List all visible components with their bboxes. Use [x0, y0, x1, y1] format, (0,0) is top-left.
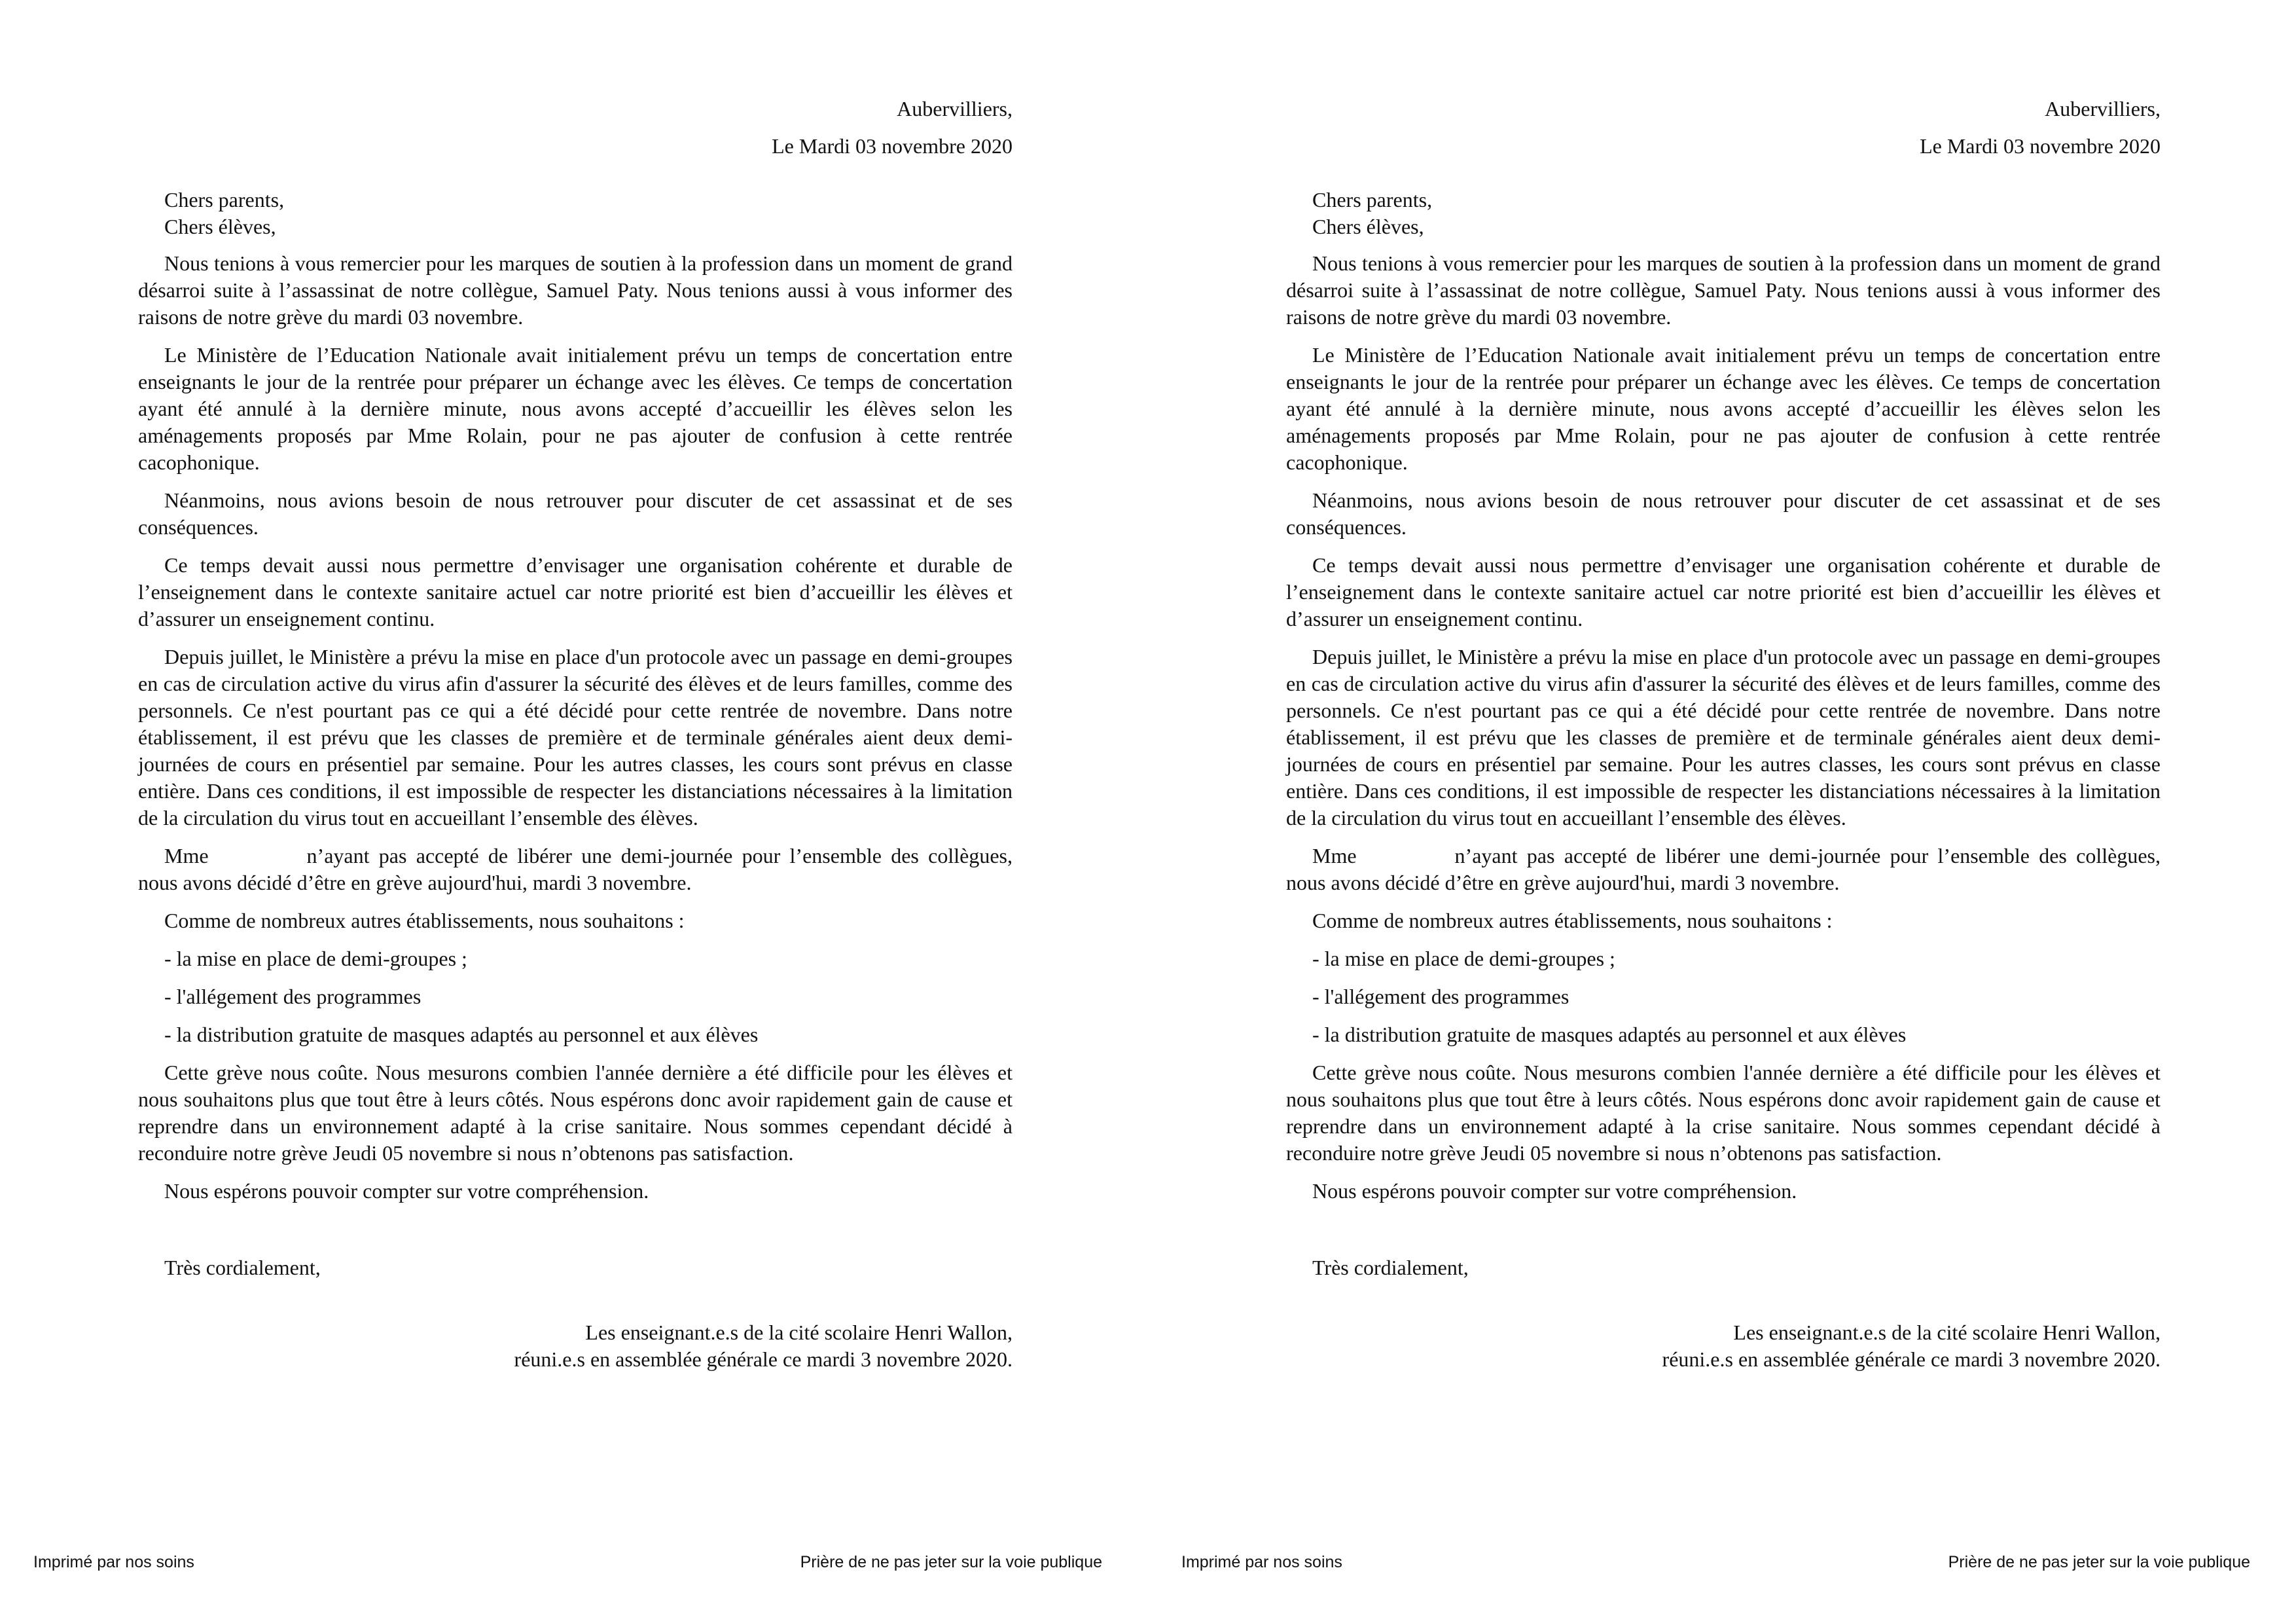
demand-item: - la mise en place de demi-groupes ; — [1312, 947, 1615, 970]
paragraph-discussion: Néanmoins, nous avions besoin de nous retrouver pour discuter de cet assassinat et de ses conséquences. — [1286, 488, 2161, 539]
demand-item: - la mise en place de demi-groupes ; — [164, 947, 467, 970]
letter-body — [138, 96, 1013, 1373]
footer-notice: Prière de ne pas jeter sur la voie publique — [800, 1553, 1102, 1571]
paragraph-cost: Cette grève nous coûte. Nous mesurons combien l'année dernière a été difficile pour les élèves et nous souhaitons plus que tout être à leurs côtés. Nous espérons donc avoir rapidement gain de cause et reprendre dans un environnement adapté à la crise sanitaire. Nous sommes cependant décidé à reconduire notre grève Jeudi 05 novembre si nous n’obtenons pas satisfaction. — [1286, 1061, 2161, 1165]
paragraph-discussion: Néanmoins, nous avions besoin de nous retrouver pour discuter de cet assassinat et de ses conséquences. — [138, 488, 1013, 539]
paragraph-thanks: Nous tenions à vous remercier pour les marques de soutien à la profession dans un moment de grand désarroi suite à l’assassinat de notre collègue, Samuel Paty. Nous tenions aussi à vous informer des raisons de notre grève du mardi 03 novembre. — [138, 251, 1013, 329]
closing: Très cordialement, — [1312, 1256, 1469, 1279]
signature — [138, 1319, 1013, 1373]
paragraph-organisation: Ce temps devait aussi nous permettre d’envisager une organisation cohérente et durable de l’enseignement dans le contexte sanitaire actuel car notre priorité est bien d’accueillir les élèves et d’assurer un enseignement continu. — [138, 553, 1013, 630]
footer-printed: Imprimé par nos soins — [33, 1553, 194, 1571]
footer-notice: Prière de ne pas jeter sur la voie publique — [1948, 1553, 2250, 1571]
salutation-students: Chers élèves, — [164, 215, 276, 238]
signature-line-1: Les enseignant.e.s de la cité scolaire Henri Wallon, — [585, 1321, 1013, 1344]
paragraph-strike — [138, 843, 1013, 896]
salutation-parents: Chers parents, — [164, 188, 285, 211]
letter-date: Le Mardi 03 novembre 2020 — [1920, 134, 2161, 158]
paragraph-protocol: Depuis juillet, le Ministère a prévu la mise en place d'un protocole avec un passage en demi-groupes en cas de circulation active du virus afin d'assurer la sécurité des élèves et de leurs familles, comme des personnels. Ce n'est pourtant pas ce qui a été décidé pour cette rentrée de novembre. Dans notre établissement, il est prévu que les classes de première et de terminale générales aient deux demi-journées de cours en présentiel par semaine. Pour les autres classes, les cours sont prévus en classe entière. Dans ces conditions, il est impossible de respecter les distanciations nécessaires à la limitation de la circulation du virus tout en accueillant l’ensemble des élèves. — [1286, 645, 2161, 830]
demand-item: - la distribution gratuite de masques adaptés au personnel et aux élèves — [164, 1023, 759, 1046]
mme-label: Mme — [164, 844, 209, 867]
footer-printed: Imprimé par nos soins — [1181, 1553, 1342, 1571]
demand-item: - l'allégement des programmes — [164, 985, 422, 1008]
signature-line-2: réuni.e.s en assemblée générale ce mardi 3 novembre 2020. — [514, 1347, 1013, 1371]
paragraph-protocol: Depuis juillet, le Ministère a prévu la mise en place d'un protocole avec un passage en demi-groupes en cas de circulation active du virus afin d'assurer la sécurité des élèves et de leurs familles, comme des personnels. Ce n'est pourtant pas ce qui a été décidé pour cette rentrée de novembre. Dans notre établissement, il est prévu que les classes de première et de terminale générales aient deux demi-journées de cours en présentiel par semaine. Pour les autres classes, les cours sont prévus en classe entière. Dans ces conditions, il est impossible de respecter les distanciations nécessaires à la limitation de la circulation du virus tout en accueillant l’ensemble des élèves. — [138, 645, 1013, 830]
demand-item: - la distribution gratuite de masques adaptés au personnel et aux élèves — [1312, 1023, 1907, 1046]
salutation-parents: Chers parents, — [1312, 188, 1433, 211]
paragraph-ministry: Le Ministère de l’Education Nationale avait initialement prévu un temps de concertation entre enseignants le jour de la rentrée pour préparer un échange avec les élèves. Ce temps de concertation ayant été annulé à la dernière minute, nous avons accepté d’accueillir les élèves selon les aménagements proposés par Mme Rolain, pour ne pas ajouter de confusion à cette rentrée cacophonique. — [138, 343, 1013, 474]
mme-label: Mme — [1312, 844, 1357, 867]
paragraph-demands-intro: Comme de nombreux autres établissements, nous souhaitons : — [1312, 909, 1833, 932]
paragraph-ministry: Le Ministère de l’Education Nationale avait initialement prévu un temps de concertation entre enseignants le jour de la rentrée pour préparer un échange avec les élèves. Ce temps de concertation ayant été annulé à la dernière minute, nous avons accepté d’accueillir les élèves selon les aménagements proposés par Mme Rolain, pour ne pas ajouter de confusion à cette rentrée cacophonique. — [1286, 343, 2161, 474]
paragraph-understanding: Nous espérons pouvoir compter sur votre compréhension. — [164, 1179, 649, 1203]
signature — [1286, 1319, 2161, 1373]
letter-header — [1286, 96, 2161, 160]
letter-header — [138, 96, 1013, 160]
letter-date: Le Mardi 03 novembre 2020 — [772, 134, 1013, 158]
letter-body — [1286, 96, 2161, 1373]
paragraph-organisation: Ce temps devait aussi nous permettre d’envisager une organisation cohérente et durable de l’enseignement dans le contexte sanitaire actuel car notre priorité est bien d’accueillir les élèves et d’assurer un enseignement continu. — [1286, 553, 2161, 630]
signature-line-1: Les enseignant.e.s de la cité scolaire Henri Wallon, — [1733, 1321, 2161, 1344]
paragraph-thanks: Nous tenions à vous remercier pour les marques de soutien à la profession dans un moment de grand désarroi suite à l’assassinat de notre collègue, Samuel Paty. Nous tenions aussi à vous informer des raisons de notre grève du mardi 03 novembre. — [1286, 251, 2161, 329]
strike-text: n’ayant pas accepté de libérer une demi-journée pour l’ensemble des collègues, nous avons décidé d’être en grève aujourd'hui, mardi 3 novembre. — [1286, 844, 2161, 894]
closing: Très cordialement, — [164, 1256, 321, 1279]
greeting — [138, 187, 1013, 240]
signature-line-2: réuni.e.s en assemblée générale ce mardi 3 novembre 2020. — [1662, 1347, 2161, 1371]
salutation-students: Chers élèves, — [1312, 215, 1424, 238]
paragraph-understanding: Nous espérons pouvoir compter sur votre compréhension. — [1312, 1179, 1797, 1203]
paragraph-cost: Cette grève nous coûte. Nous mesurons combien l'année dernière a été difficile pour les élèves et nous souhaitons plus que tout être à leurs côtés. Nous espérons donc avoir rapidement gain de cause et reprendre dans un environnement adapté à la crise sanitaire. Nous sommes cependant décidé à reconduire notre grève Jeudi 05 novembre si nous n’obtenons pas satisfaction. — [138, 1061, 1013, 1165]
paragraph-strike — [1286, 843, 2161, 896]
paragraph-demands-intro: Comme de nombreux autres établissements, nous souhaitons : — [164, 909, 685, 932]
strike-text: n’ayant pas accepté de libérer une demi-journée pour l’ensemble des collègues, nous avons décidé d’être en grève aujourd'hui, mardi 3 novembre. — [138, 844, 1013, 894]
letter-city: Aubervilliers, — [2045, 97, 2161, 120]
letter-city: Aubervilliers, — [897, 97, 1013, 120]
flyer-right — [1148, 0, 2296, 1623]
demand-item: - l'allégement des programmes — [1312, 985, 1570, 1008]
greeting — [1286, 187, 2161, 240]
